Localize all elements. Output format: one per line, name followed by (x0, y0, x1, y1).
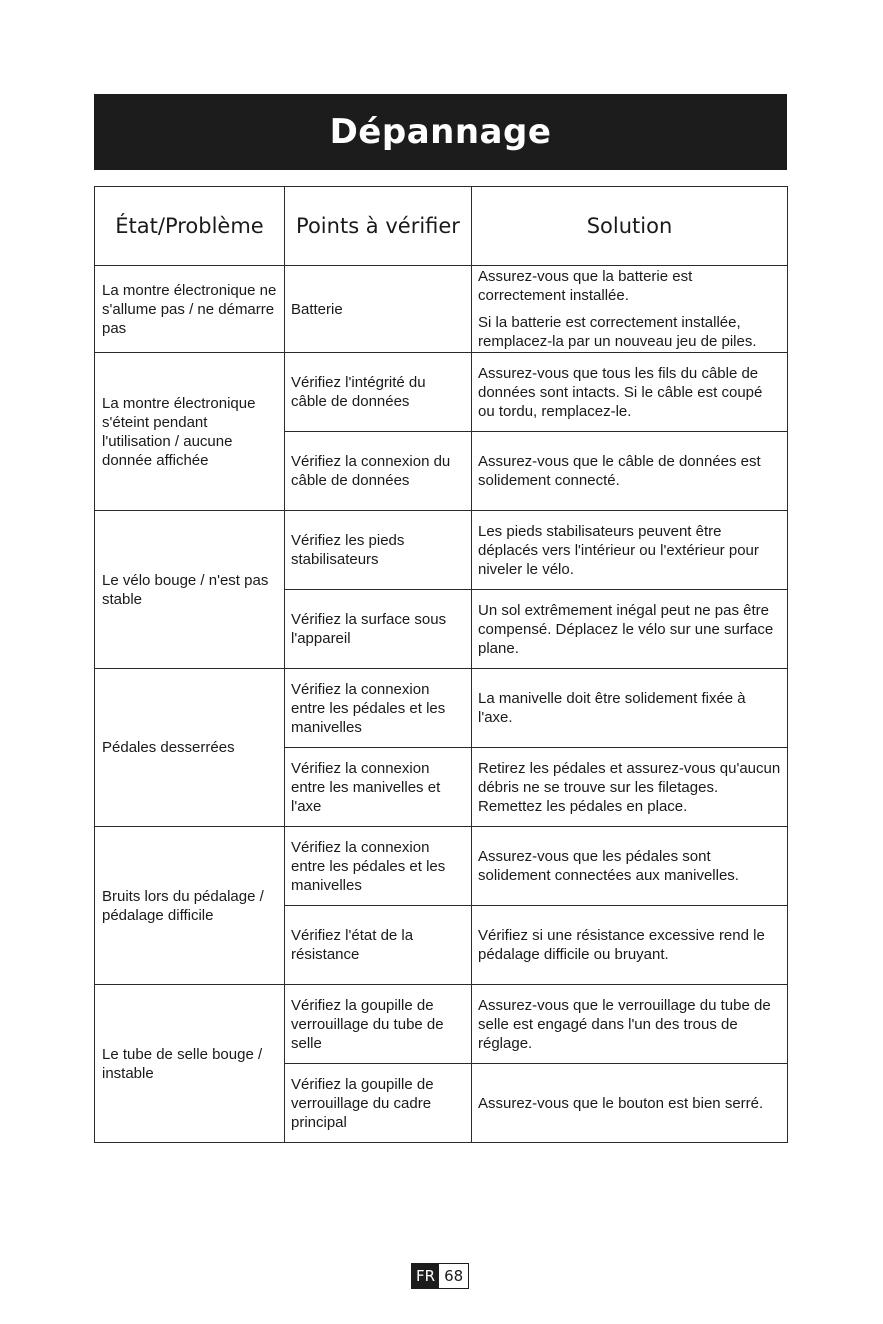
check-cell: Vérifiez l'état de la résistance (285, 906, 472, 985)
solution-text: Assurez-vous que le bouton est bien serré. (478, 1094, 764, 1112)
page-number-value: 68 (439, 1264, 468, 1288)
problem-cell: Bruits lors du pédalage / pédalage difficile (95, 827, 285, 985)
solution-text: Les pieds stabilisateurs peuvent être déplacés vers l'intérieur ou l'extérieur pour niveler le vélo. (478, 522, 759, 578)
problem-cell: La montre électronique ne s'allume pas / ne démarre pas (95, 266, 285, 353)
problem-cell: Pédales desserrées (95, 669, 285, 827)
language-badge: FR (412, 1264, 439, 1288)
check-cell: Vérifiez la connexion du câble de données (285, 432, 472, 511)
troubleshooting-table (94, 186, 788, 1143)
problem-cell: Le vélo bouge / n'est pas stable (95, 511, 285, 669)
solution-cell (472, 511, 788, 590)
solution-cell (472, 432, 788, 511)
table-row (95, 353, 788, 432)
check-cell: Vérifiez l'intégrité du câble de données (285, 353, 472, 432)
check-cell: Vérifiez la goupille de verrouillage du tube de selle (285, 985, 472, 1064)
check-cell: Vérifiez la goupille de verrouillage du cadre principal (285, 1064, 472, 1143)
table-row (95, 266, 788, 353)
solution-text: Vérifiez si une résistance excessive rend le pédalage difficile ou bruyant. (478, 927, 765, 963)
check-cell: Vérifiez la connexion entre les manivelles et l'axe (285, 748, 472, 827)
header-check: Points à vérifier (285, 187, 472, 266)
header-solution: Solution (472, 187, 788, 266)
check-cell: Vérifiez la connexion entre les pédales et les manivelles (285, 669, 472, 748)
table-row (95, 511, 788, 590)
solution-text: Assurez-vous que le verrouillage du tube de selle est engagé dans l'un des trous de réglage. (478, 996, 771, 1052)
solution-text: Assurez-vous que tous les fils du câble de données sont intacts. Si le câble est coupé ou tordu, remplacez-le. (478, 364, 763, 420)
solution-cell (472, 827, 788, 906)
solution-text: Assurez-vous que le câble de données est solidement connecté. (478, 453, 761, 489)
header-problem: État/Problème (95, 187, 285, 266)
table-header-row (95, 187, 788, 266)
check-cell: Vérifiez la connexion entre les pédales et les manivelles (285, 827, 472, 906)
problem-cell: La montre électronique s'éteint pendant l'utilisation / aucune donnée affichée (95, 353, 285, 511)
solution-cell (472, 266, 788, 353)
solution-text: Assurez-vous que les pédales sont solidement connectées aux manivelles. (478, 848, 739, 884)
page-number (411, 1263, 469, 1289)
solution-cell (472, 985, 788, 1064)
solution-text: Un sol extrêmement inégal peut ne pas être compensé. Déplacez le vélo sur une surface plane. (478, 601, 774, 657)
table-row (95, 827, 788, 906)
solution-cell (472, 748, 788, 827)
solution-text: La manivelle doit être solidement fixée à l'axe. (478, 690, 746, 726)
solution-cell (472, 906, 788, 985)
check-cell: Batterie (285, 266, 472, 353)
solution-cell (472, 669, 788, 748)
table-row (95, 985, 788, 1064)
solution-text: Assurez-vous que la batterie est correctement installée. (478, 268, 693, 304)
solution-cell (472, 590, 788, 669)
solution-text: Retirez les pédales et assurez-vous qu'aucun débris ne se trouve sur les filetages. Remettez les pédales en place. (478, 759, 781, 815)
check-cell: Vérifiez les pieds stabilisateurs (285, 511, 472, 590)
solution-cell (472, 353, 788, 432)
page-title: Dépannage (94, 94, 787, 170)
solution-text: Si la batterie est correctement installée, remplacez-la par un nouveau jeu de piles. (478, 314, 757, 350)
problem-cell: Le tube de selle bouge / instable (95, 985, 285, 1143)
solution-cell (472, 1064, 788, 1143)
check-cell: Vérifiez la surface sous l'appareil (285, 590, 472, 669)
table-row (95, 669, 788, 748)
